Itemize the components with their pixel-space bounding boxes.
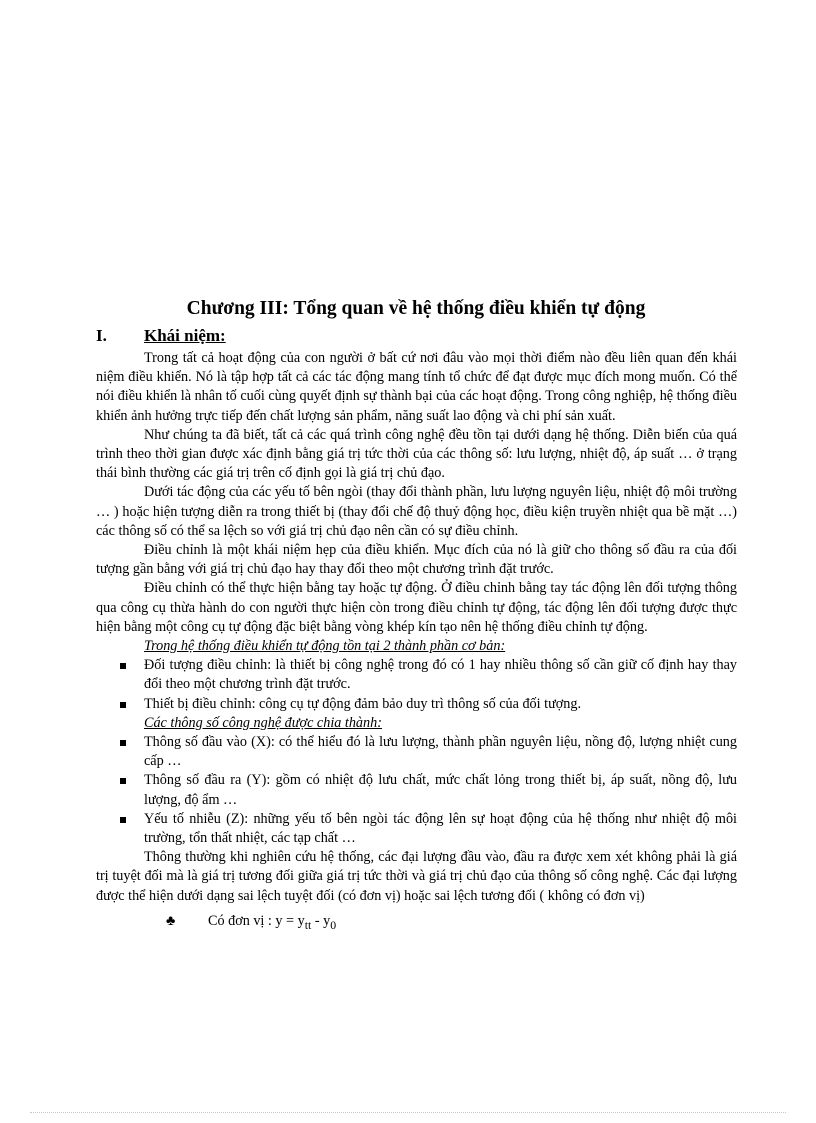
paragraph: Thông thường khi nghiên cứu hệ thống, các đại lượng đầu vào, đầu ra được xem xét không phải là giá trị tuyệt đối mà là giá trị tương đối giữa giá trị tức thời và giá trị chủ đạo của thông số công nghệ. Các đại lượng được thể hiện dưới dạng sai lệch tuyệt đối (có đơn vị) hoặc sai lệch tương đối ( không có đơn vị) [96, 849, 737, 904]
square-bullet-icon [120, 817, 126, 823]
formula-subscript: tt [304, 917, 312, 932]
club-icon: ♣ [166, 912, 176, 929]
chapter-title: Chương III: Tổng quan về hệ thống điều khiển tự động [186, 298, 646, 319]
square-bullet-icon [120, 740, 126, 746]
paragraph: Điều chỉnh là một khái niệm hẹp của điều khiển. Mục đích của nó là giữ cho thông số đầu ra của đối tượng gần bằng với giá trị chủ đạo hay thay đổi theo một chương trình đặt trước. [96, 542, 737, 578]
square-bullet-icon [120, 663, 126, 669]
paragraph: Dưới tác động của các yếu tố bên ngòi (thay đổi thành phần, lưu lượng nguyên liệu, nhiệt độ môi trường … ) hoặc hiện tượng diễn ra trong thiết bị (thay đổi chế độ thuỷ động học, điều kiện truyền nhiệt qua bề mặt …) các thông số có thể sa lệch so với giá trị chủ đạo nên cần có sự điều chỉnh. [96, 484, 737, 539]
bullet-list [96, 656, 737, 714]
section-heading [96, 326, 226, 346]
subheading: Trong hệ thống điều khiển tự động tồn tại 2 thành phần cơ bản: [144, 638, 506, 655]
subheading: Các thông số công nghệ được chia thành: [144, 714, 382, 731]
formula-subscript: 0 [330, 917, 337, 932]
list-item: Thiết bị điều chỉnh: công cụ tự động đảm bảo duy trì thông số của đối tượng. [96, 695, 737, 714]
list-item: Đối tượng điều chỉnh: là thiết bị công nghệ trong đó có 1 hay nhiều thông số cần giữ cố định hay thay đổi theo một chương trình đặt trước. [96, 656, 737, 694]
square-bullet-icon [120, 778, 126, 784]
section-number: I. [96, 326, 107, 345]
paragraph: Điều chỉnh có thể thực hiện bằng tay hoặc tự động. Ở điều chỉnh bằng tay tác động lên đối tượng thông qua công cụ thừa hành do con người thực hiện còn trong điều chỉnh tự động, tác động lên đối tượng được thực hiện bằng một công cụ tự động đặc biệt bằng vòng khép kín tạo nên hệ thống điều chỉnh tự động. [96, 580, 737, 635]
formula-label: Có đơn vị : y = y [208, 912, 305, 929]
list-item: Thông số đầu ra (Y): gồm có nhiệt độ lưu chất, mức chất lỏng trong thiết bị, áp suất, nồng độ, lưu lượng, độ ẩm … [96, 771, 737, 809]
list-item: Yếu tố nhiễu (Z): những yếu tố bên ngòi tác động lên sự hoạt động của hệ thống như nhiệt độ môi trường, tổn thất nhiệt, các tạp chất … [96, 810, 737, 848]
list-item: Thông số đầu vào (X): có thể hiểu đó là lưu lượng, thành phần nguyên liệu, nồng độ, lượng nhiệt cung cấp … [96, 733, 737, 771]
formula-line [96, 912, 737, 935]
paragraph: Như chúng ta đã biết, tất cả các quá trình công nghệ đều tồn tại dưới dạng hệ thống. Diễn biến của quá trình theo thời gian được xác định bằng giá trị tức thời của các thông số: lưu lượng, nhiệt độ, áp suất … ở trạng thái bình thường các giá trị trên cố định gọi là giá trị chủ đạo. [96, 426, 737, 482]
square-bullet-icon [120, 702, 126, 708]
bullet-list [96, 733, 737, 848]
paragraph: Trong tất cả hoạt động của con người ở bất cứ nơi đâu vào mọi thời điểm nào đều liên quan đến khái niệm điều khiển. Nó là tập hợp tất cả các tác động mang tính tổ chức để đạt được mục đích mong muốn. Có thể nói điều khiển là nhân tố cuối cùng quyết định sự thành bại của các hoạt động. Trong công nghiệp, hệ thống điều khiển ảnh hưởng trực tiếp đến chất lượng sản phẩm, năng suất lao động và chi phí sản xuất. [96, 350, 737, 424]
section-title: Khái niệm: [144, 326, 226, 345]
page-bottom-divider [30, 1112, 786, 1113]
formula-minus: - y [311, 912, 331, 929]
body-text [96, 349, 737, 935]
